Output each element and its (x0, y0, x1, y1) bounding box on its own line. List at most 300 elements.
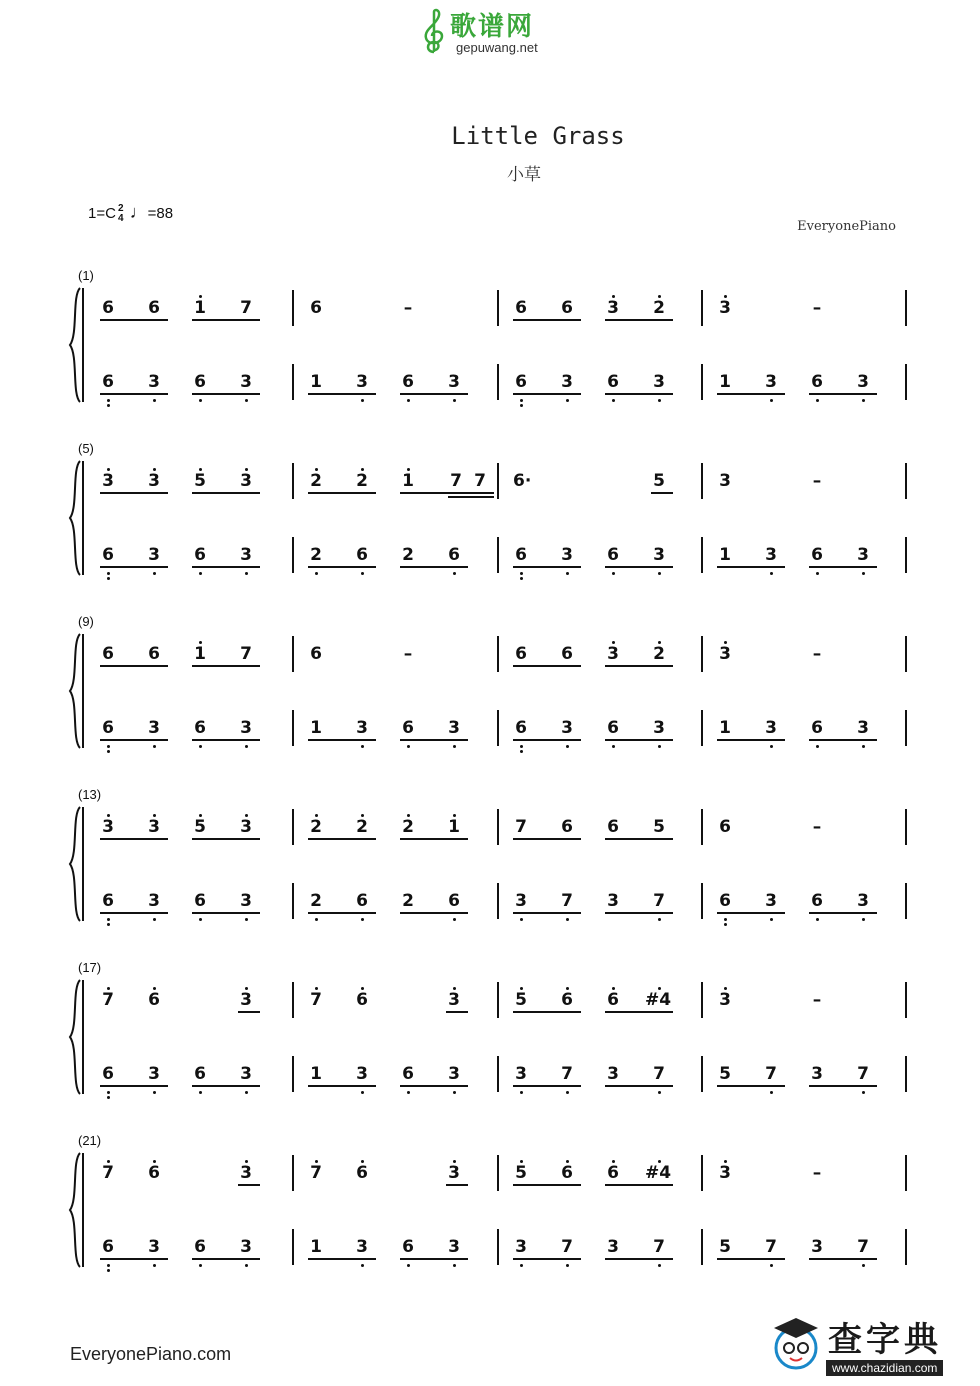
brace-icon (68, 632, 82, 750)
octave-dot-low (770, 918, 773, 921)
octave-dot-high (658, 1160, 661, 1163)
barline (497, 537, 499, 573)
note: 2 (310, 891, 322, 911)
octave-dot-high (658, 987, 661, 990)
barline (497, 290, 499, 326)
beam-line (717, 566, 785, 568)
octave-dot-low (153, 918, 156, 921)
beam-line (717, 912, 785, 914)
note: 3 (653, 372, 665, 392)
note: 6 (356, 545, 368, 565)
octave-dot-low (520, 577, 523, 580)
note: 3 (857, 891, 869, 911)
beam-line (605, 739, 673, 741)
note: 3 (240, 718, 252, 738)
octave-dot-high (566, 1160, 569, 1163)
octave-dot-low (361, 1091, 364, 1094)
octave-dot-low (199, 918, 202, 921)
note: #4 (645, 990, 672, 1010)
octave-dot-low (107, 745, 110, 748)
barline (701, 537, 703, 573)
note: 7 (653, 1237, 665, 1257)
octave-dot-high (199, 295, 202, 298)
note: 6 (194, 545, 206, 565)
octave-dot-high (315, 1160, 318, 1163)
note: 6 (356, 990, 368, 1010)
note: 6 (194, 718, 206, 738)
note: 6· (513, 471, 532, 491)
note: 7 (653, 1064, 665, 1084)
note: 3 (240, 372, 252, 392)
octave-dot-low (407, 745, 410, 748)
note: 7 (857, 1237, 869, 1257)
note: 5 (653, 471, 665, 491)
octave-dot-high (453, 987, 456, 990)
time-bottom: 4 (117, 213, 124, 225)
note: – (812, 298, 822, 318)
octave-dot-high (612, 1160, 615, 1163)
beam-line (513, 739, 581, 741)
note: 6 (811, 891, 823, 911)
note: 3 (240, 545, 252, 565)
octave-dot-low (407, 399, 410, 402)
note: 3 (148, 545, 160, 565)
note: 6 (607, 718, 619, 738)
note: 6 (561, 817, 573, 837)
beam-line (809, 1258, 877, 1260)
note: 3 (102, 817, 114, 837)
octave-dot-high (245, 468, 248, 471)
note: 6 (148, 990, 160, 1010)
note: 3 (148, 817, 160, 837)
octave-dot-low (566, 745, 569, 748)
note: 6 (561, 1163, 573, 1183)
note: 3 (857, 545, 869, 565)
note: 6 (402, 372, 414, 392)
octave-dot-low (770, 745, 773, 748)
note: 3 (356, 1237, 368, 1257)
barline (292, 290, 294, 326)
octave-dot-low (453, 918, 456, 921)
octave-dot-low (245, 1264, 248, 1267)
octave-dot-high (407, 468, 410, 471)
beam-line (605, 393, 673, 395)
octave-dot-high (245, 987, 248, 990)
beam-line (446, 1184, 468, 1186)
note: 6 (811, 718, 823, 738)
note: 1 (448, 817, 460, 837)
note: 3 (448, 1163, 460, 1183)
note: 7 (765, 1064, 777, 1084)
beam-line (100, 912, 168, 914)
octave-dot-low (520, 1091, 523, 1094)
octave-dot-low (566, 1091, 569, 1094)
barline (497, 463, 499, 499)
beam-line (100, 566, 168, 568)
system-bar (82, 461, 84, 575)
beam-line (192, 1085, 260, 1087)
barline (905, 1155, 907, 1191)
note: 2 (310, 471, 322, 491)
beam-line (446, 1011, 468, 1013)
octave-dot-high (361, 468, 364, 471)
key-text: 1=C (88, 205, 116, 222)
barline (701, 982, 703, 1018)
octave-dot-low (107, 1264, 110, 1267)
note: 3 (356, 372, 368, 392)
octave-dot-low (107, 1096, 110, 1099)
octave-dot-low (315, 918, 318, 921)
octave-dot-low (566, 918, 569, 921)
octave-dot-low (566, 1264, 569, 1267)
octave-dot-low (107, 572, 110, 575)
octave-dot-low (361, 918, 364, 921)
note: 3 (515, 891, 527, 911)
note: 3 (765, 891, 777, 911)
octave-dot-low (453, 1264, 456, 1267)
note: 1 (719, 545, 731, 565)
octave-dot-low (107, 404, 110, 407)
octave-dot-low (245, 745, 248, 748)
note: 3 (148, 718, 160, 738)
note: 3 (719, 471, 731, 491)
note: 1 (194, 298, 206, 318)
note: 3 (561, 372, 573, 392)
note: 6 (148, 298, 160, 318)
beam-line (308, 492, 376, 494)
note: 7 (102, 990, 114, 1010)
note: 3 (356, 718, 368, 738)
octave-dot-high (153, 987, 156, 990)
beam-line (513, 566, 581, 568)
note: 3 (448, 990, 460, 1010)
beam-line (605, 1184, 673, 1186)
octave-dot-low (770, 399, 773, 402)
barline (497, 982, 499, 1018)
note: 5 (515, 990, 527, 1010)
beam-line (308, 739, 376, 741)
octave-dot-low (658, 745, 661, 748)
note: 5 (194, 471, 206, 491)
note: 6 (102, 1064, 114, 1084)
octave-dot-low (862, 1091, 865, 1094)
octave-dot-low (407, 1091, 410, 1094)
note: #4 (645, 1163, 672, 1183)
barline (701, 809, 703, 845)
note: 7 (561, 891, 573, 911)
beam-line (605, 319, 673, 321)
barline (905, 710, 907, 746)
note: 3 (607, 298, 619, 318)
beam-line (809, 912, 877, 914)
octave-dot-low (361, 1264, 364, 1267)
measure-number: (17) (78, 960, 102, 975)
note: 1 (194, 644, 206, 664)
note: – (403, 644, 413, 664)
octave-dot-low (658, 918, 661, 921)
octave-dot-high (724, 641, 727, 644)
beam-line (717, 1258, 785, 1260)
note: 6 (607, 990, 619, 1010)
brace-icon (68, 805, 82, 923)
octave-dot-low (612, 399, 615, 402)
note: 6 (561, 990, 573, 1010)
octave-dot-low (153, 745, 156, 748)
measure-number: (21) (78, 1133, 102, 1148)
note: 2 (356, 471, 368, 491)
beam-line (400, 566, 468, 568)
note: 3 (356, 1064, 368, 1084)
octave-dot-high (153, 468, 156, 471)
beam-line (400, 393, 468, 395)
note: 6 (310, 298, 322, 318)
octave-dot-low (658, 399, 661, 402)
octave-dot-low (245, 399, 248, 402)
note: 6 (102, 891, 114, 911)
measure-number: (13) (78, 787, 102, 802)
note: 1 (402, 471, 414, 491)
note: 6 (719, 891, 731, 911)
note: – (812, 990, 822, 1010)
note: 6 (448, 545, 460, 565)
time-signature (118, 204, 124, 224)
quarter-note-icon: ♩ (129, 202, 148, 222)
octave-dot-low (199, 572, 202, 575)
beam-line (192, 1258, 260, 1260)
barline (497, 1229, 499, 1265)
beam-line (605, 665, 673, 667)
octave-dot-low (407, 1264, 410, 1267)
beam-line (192, 838, 260, 840)
octave-dot-low (862, 745, 865, 748)
note: 6 (102, 545, 114, 565)
beam-line (513, 1184, 581, 1186)
note: 3 (240, 1064, 252, 1084)
octave-dot-low (361, 572, 364, 575)
note: 3 (240, 891, 252, 911)
note: – (812, 817, 822, 837)
measure-number: (9) (78, 614, 94, 629)
note: 3 (561, 718, 573, 738)
octave-dot-high (453, 1160, 456, 1163)
note: 2 (356, 817, 368, 837)
beam-line (400, 1085, 468, 1087)
note: 3 (515, 1237, 527, 1257)
beam-line (605, 912, 673, 914)
octave-dot-low (566, 399, 569, 402)
barline (292, 537, 294, 573)
note: 3 (148, 891, 160, 911)
octave-dot-low (612, 745, 615, 748)
note: 5 (194, 817, 206, 837)
note: 5 (719, 1064, 731, 1084)
note: 3 (719, 990, 731, 1010)
beam-line (605, 1258, 673, 1260)
note: 5 (515, 1163, 527, 1183)
beam-line (192, 393, 260, 395)
note: 6 (102, 372, 114, 392)
note: 3 (240, 817, 252, 837)
note: 2 (402, 545, 414, 565)
octave-dot-low (361, 399, 364, 402)
beam-line (809, 393, 877, 395)
beam-line (100, 319, 168, 321)
note: 3 (561, 545, 573, 565)
octave-dot-low (153, 399, 156, 402)
time-top: 2 (117, 203, 124, 215)
note: 6 (102, 644, 114, 664)
note: – (812, 644, 822, 664)
beam-line (400, 492, 494, 494)
beam-line (400, 912, 468, 914)
beam-line (448, 496, 494, 498)
octave-dot-low (361, 745, 364, 748)
note: 3 (240, 1237, 252, 1257)
note: 3 (765, 718, 777, 738)
barline (292, 1056, 294, 1092)
note: 2 (402, 817, 414, 837)
note: 7 (653, 891, 665, 911)
beam-line (100, 739, 168, 741)
note: 3 (719, 298, 731, 318)
barline (292, 982, 294, 1018)
octave-dot-low (245, 918, 248, 921)
octave-dot-low (770, 1264, 773, 1267)
note: 6 (448, 891, 460, 911)
octave-dot-low (199, 1264, 202, 1267)
note: 6 (402, 718, 414, 738)
beam-line (717, 393, 785, 395)
barline (905, 537, 907, 573)
octave-dot-low (107, 1091, 110, 1094)
note: 7 (310, 990, 322, 1010)
note: 2 (653, 298, 665, 318)
note: – (812, 1163, 822, 1183)
note: 3 (653, 718, 665, 738)
note: – (403, 298, 413, 318)
beam-line (100, 665, 168, 667)
octave-dot-low (520, 572, 523, 575)
measure-number: (1) (78, 268, 94, 283)
arranger: EveryonePiano (797, 219, 896, 234)
octave-dot-low (862, 1264, 865, 1267)
octave-dot-high (361, 987, 364, 990)
octave-dot-low (453, 1091, 456, 1094)
note: 1 (719, 372, 731, 392)
octave-dot-low (566, 572, 569, 575)
note: 3 (148, 471, 160, 491)
note: 6 (515, 298, 527, 318)
note: 3 (765, 545, 777, 565)
note: 1 (310, 372, 322, 392)
note: – (812, 471, 822, 491)
note: 3 (448, 1064, 460, 1084)
beam-line (308, 912, 376, 914)
octave-dot-high (315, 468, 318, 471)
note: 3 (811, 1237, 823, 1257)
octave-dot-high (453, 814, 456, 817)
treble-clef-icon (420, 8, 448, 54)
note: 6 (194, 1064, 206, 1084)
beam-line (605, 1011, 673, 1013)
octave-dot-low (153, 1091, 156, 1094)
octave-dot-high (245, 1160, 248, 1163)
octave-dot-low (862, 918, 865, 921)
footer-site: EveryonePiano.com (70, 1344, 232, 1364)
note: 6 (719, 817, 731, 837)
beam-line (513, 665, 581, 667)
octave-dot-low (199, 745, 202, 748)
beam-line (192, 319, 260, 321)
octave-dot-high (315, 987, 318, 990)
note: 3 (515, 1064, 527, 1084)
note: 6 (607, 372, 619, 392)
watermark (768, 1310, 968, 1380)
beam-line (308, 393, 376, 395)
barline (292, 463, 294, 499)
barline (905, 364, 907, 400)
barline (905, 290, 907, 326)
note: 3 (765, 372, 777, 392)
note: 3 (148, 1064, 160, 1084)
octave-dot-high (361, 1160, 364, 1163)
barline (497, 1155, 499, 1191)
beam-line (400, 1258, 468, 1260)
note: 1 (310, 718, 322, 738)
beam-line (100, 393, 168, 395)
brace-icon (68, 459, 82, 577)
note: 2 (653, 644, 665, 664)
octave-dot-low (453, 399, 456, 402)
beam-line (513, 319, 581, 321)
barline (701, 1155, 703, 1191)
octave-dot-low (612, 572, 615, 575)
brace-icon (68, 978, 82, 1096)
system-bar (82, 288, 84, 402)
octave-dot-low (816, 745, 819, 748)
barline (905, 1056, 907, 1092)
note: 3 (719, 644, 731, 664)
barline (905, 982, 907, 1018)
octave-dot-low (816, 918, 819, 921)
barline (905, 463, 907, 499)
note: 6 (515, 718, 527, 738)
note: 5 (719, 1237, 731, 1257)
key-signature (88, 202, 173, 224)
octave-dot-low (107, 577, 110, 580)
note: 3 (607, 1064, 619, 1084)
beam-line (100, 1085, 168, 1087)
octave-dot-low (816, 399, 819, 402)
note: 3 (719, 1163, 731, 1183)
octave-dot-high (724, 1160, 727, 1163)
octave-dot-low (107, 399, 110, 402)
octave-dot-high (566, 987, 569, 990)
mascot-icon (768, 1312, 824, 1372)
note: 3 (240, 471, 252, 491)
beam-line (192, 739, 260, 741)
beam-line (605, 1085, 673, 1087)
note: 3 (448, 718, 460, 738)
song-title: Little Grass (451, 122, 625, 150)
note: 6 (310, 644, 322, 664)
beam-line (400, 739, 468, 741)
octave-dot-low (520, 745, 523, 748)
beam-line (100, 838, 168, 840)
note: 6 (515, 644, 527, 664)
note: 7 (515, 817, 527, 837)
octave-dot-high (520, 1160, 523, 1163)
